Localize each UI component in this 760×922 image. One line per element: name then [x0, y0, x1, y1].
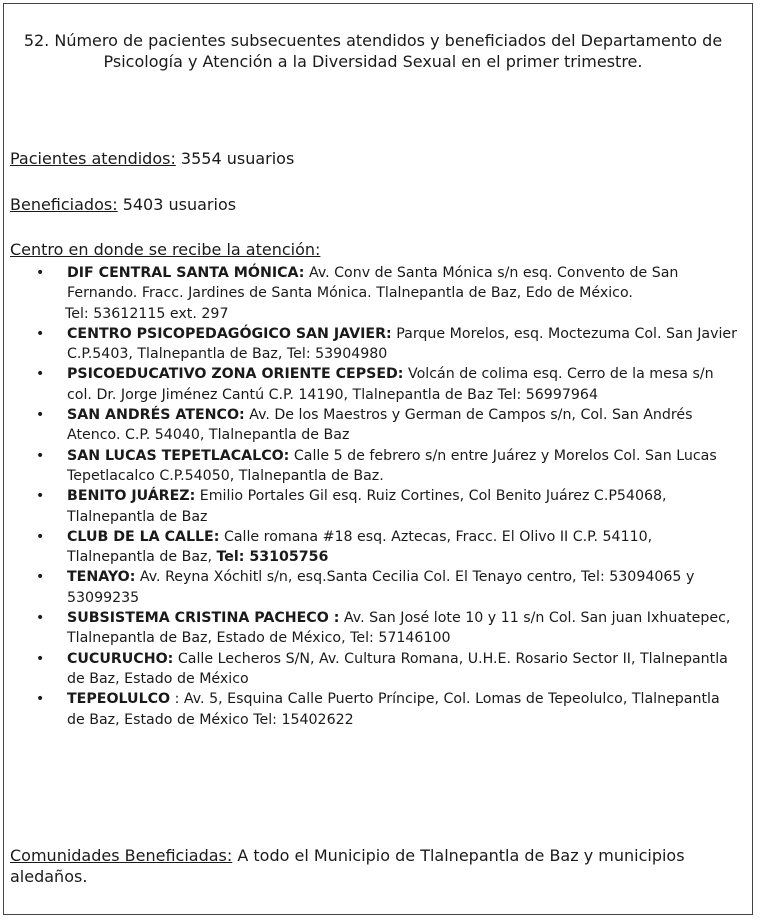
- beneficiados-value: 5403 usuarios: [117, 195, 237, 214]
- list-item: [30, 527, 738, 568]
- list-item: [30, 689, 738, 730]
- pacientes-value: 3554 usuarios: [175, 149, 295, 168]
- center-address: Av. De los Maestros y German de Campos s/n, Col. San Andrés Atenco. C.P. 54040, Tlalnepantla de Baz: [67, 407, 693, 444]
- center-address: Calle Lecheros S/N, Av. Cultura Romana, U.H.E. Rosario Sector II, Tlalnepantla de Baz, Estado de México: [67, 650, 728, 687]
- pacientes-label: Pacientes atendidos:: [10, 149, 176, 168]
- center-name: BENITO JUÁREZ:: [67, 488, 196, 505]
- list-item: [30, 263, 738, 324]
- comunidades-value: A todo el Municipio de Tlalnepantla de Baz y municipios aledaños.: [10, 846, 685, 886]
- comunidades-paragraph: [10, 845, 730, 887]
- list-item: [30, 486, 738, 527]
- center-name: CLUB DE LA CALLE:: [67, 528, 220, 545]
- center-tel-bold: Tel: 53105756: [216, 549, 329, 566]
- beneficiados-line: [10, 195, 236, 215]
- list-item: [30, 405, 738, 446]
- centers-list: [30, 263, 738, 730]
- centro-label: Centro en donde se recibe la atención:: [10, 240, 321, 259]
- center-name: SAN LUCAS TEPETLACALCO:: [67, 447, 290, 464]
- center-address: Emilio Portales Gil esq. Ruiz Cortines, Col Benito Juárez C.P54068, Tlalnepantla de Baz: [67, 488, 667, 525]
- list-item: [30, 649, 738, 690]
- bullet-icon: •: [36, 488, 45, 505]
- comunidades-label: Comunidades Beneficiadas:: [10, 846, 233, 865]
- bullet-icon: •: [36, 569, 45, 586]
- bullet-icon: •: [36, 265, 45, 281]
- bullet-icon: •: [36, 366, 45, 383]
- page-title: 52. Número de pacientes subsecuentes atendidos y beneficiados del Departamento de Psicología y Atención a la Diversidad Sexual en el primer trimestre.: [23, 31, 723, 71]
- center-name: CUCURUCHO:: [67, 650, 174, 667]
- center-name: TENAYO:: [67, 569, 136, 586]
- center-address: Parque Morelos, esq. Moctezuma Col. San Javier C.P.5403, Tlalnepantla de Baz, Tel: 53904980: [67, 325, 737, 363]
- bullet-icon: •: [36, 407, 45, 424]
- pacientes-line: [10, 149, 294, 169]
- center-name: DIF CENTRAL SANTA MÓNICA:: [67, 265, 305, 281]
- bullet-icon: •: [36, 650, 45, 667]
- list-item: [30, 567, 738, 608]
- center-name: PSICOEDUCATIVO ZONA ORIENTE CEPSED:: [67, 366, 404, 383]
- list-item: [30, 324, 738, 365]
- bullet-icon: •: [36, 528, 45, 545]
- center-address: Calle 5 de febrero s/n entre Juárez y Morelos Col. San Lucas Tepetlacalco C.P.54050, Tlalnepantla de Baz.: [67, 447, 717, 484]
- list-item: [30, 364, 738, 405]
- center-name: TEPEOLULCO: [67, 691, 171, 708]
- center-name: SUBSISTEMA CRISTINA PACHECO :: [67, 610, 340, 627]
- center-address: Av. Reyna Xóchitl s/n, esq.Santa Cecilia Col. El Tenayo centro, Tel: 53094065 y 53099235: [67, 569, 695, 606]
- list-item: [30, 608, 738, 649]
- bullet-icon: •: [36, 691, 45, 708]
- center-address: : Av. 5, Esquina Calle Puerto Príncipe, Col. Lomas de Tepeolulco, Tlalnepantla de Baz, Estado de México Tel: 15402622: [67, 691, 720, 728]
- center-address: Av. Conv de Santa Mónica s/n esq. Convento de San Fernando. Fracc. Jardines de Santa Mónica. Tlalnepantla de Baz, Edo de México.: [67, 265, 679, 302]
- center-address: Calle romana #18 esq. Aztecas, Fracc. El Olivo II C.P. 54110, Tlalnepantla de Baz,: [67, 528, 653, 566]
- bullet-icon: •: [36, 447, 45, 464]
- center-name: CENTRO PSICOPEDAGÓGICO SAN JAVIER:: [67, 325, 392, 342]
- center-tel: Tel: 53612115 ext. 297: [65, 305, 229, 322]
- bullet-icon: •: [36, 325, 45, 342]
- beneficiados-label: Beneficiados:: [10, 195, 118, 214]
- list-item: [30, 446, 738, 487]
- center-address: Av. San José lote 10 y 11 s/n Col. San juan Ixhuatepec, Tlalnepantla de Baz, Estado de México, Tel: 57146100: [67, 610, 731, 647]
- bullet-icon: •: [36, 610, 45, 627]
- center-name: SAN ANDRÉS ATENCO:: [67, 407, 245, 424]
- center-address: Volcán de colima esq. Cerro de la mesa s/n col. Dr. Jorge Jiménez Cantú C.P. 14190, Tlalnepantla de Baz Tel: 56997964: [67, 366, 714, 403]
